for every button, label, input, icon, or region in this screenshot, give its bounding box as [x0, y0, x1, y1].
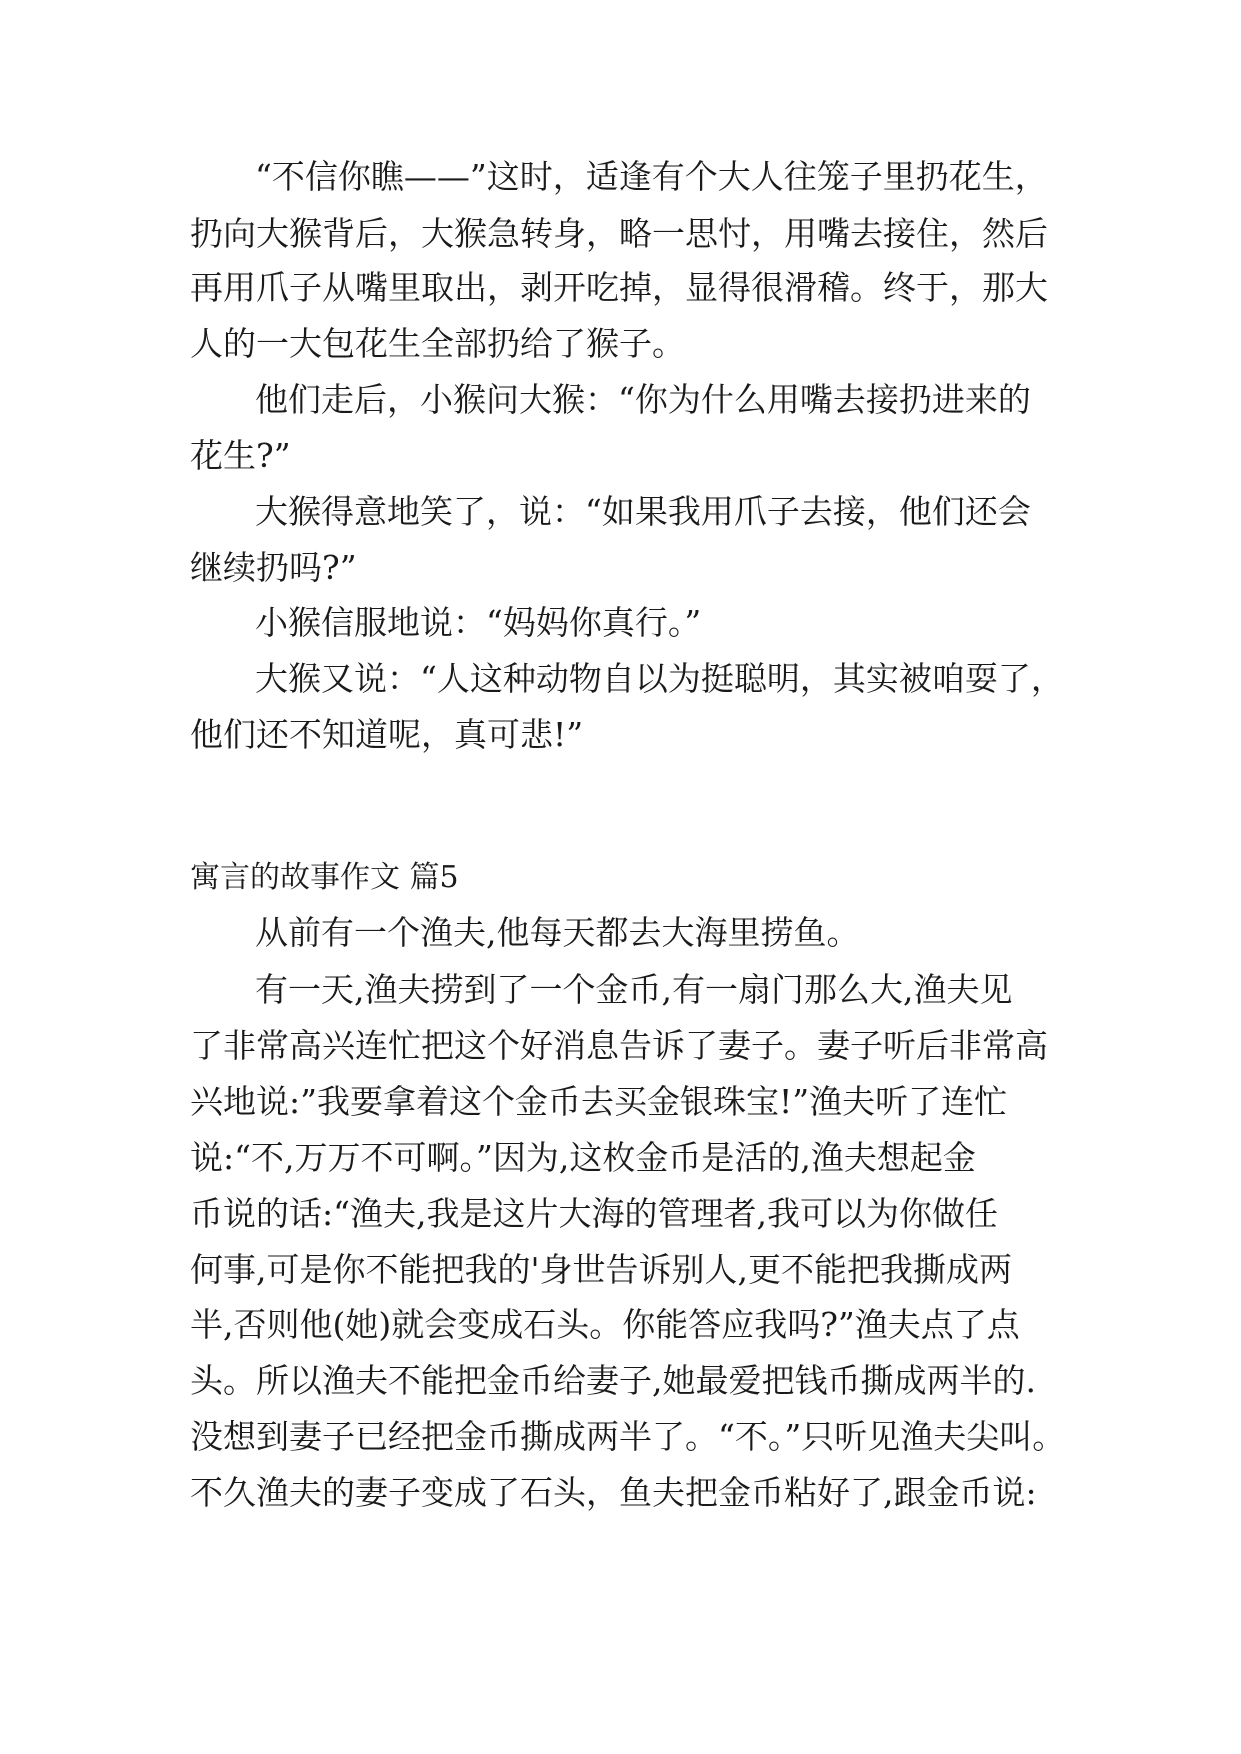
- paragraph-line: “不信你瞧——”这时，适逢有个大人往笼子里扔花生，: [255, 157, 1048, 196]
- paragraph-line: 没想到妻子已经把金币撕成两半了。“不。”只听见渔夫尖叫。: [190, 1417, 1066, 1456]
- paragraph-line: 继续扔吗?”: [190, 548, 357, 587]
- paragraph-line: 小猴信服地说：“妈妈你真行。”: [255, 603, 702, 642]
- paragraph-line: 兴地说:”我要拿着这个金币去买金银珠宝!”渔夫听了连忙: [190, 1082, 1008, 1121]
- paragraph-line: 了非常高兴连忙把这个好消息告诉了妻子。妻子听后非常高: [190, 1026, 1048, 1065]
- paragraph-line: 币说的话:“渔夫,我是这片大海的管理者,我可以为你做任: [190, 1194, 998, 1233]
- paragraph-line: 有一天,渔夫捞到了一个金币,有一扇门那么大,渔夫见: [255, 970, 1013, 1009]
- paragraph-line: 大猴得意地笑了，说：“如果我用爪子去接，他们还会: [255, 492, 1031, 531]
- paragraph-line: 人的一大包花生全部扔给了猴子。: [190, 324, 685, 363]
- paragraph-line: 说:“不,万万不可啊。”因为,这枚金币是活的,渔夫想起金: [190, 1138, 976, 1177]
- paragraph-line: 何事,可是你不能把我的'身世告诉别人,更不能把我撕成两: [190, 1250, 1013, 1289]
- paragraph-line: 大猴又说：“人这种动物自以为挺聪明，其实被咱耍了，: [255, 659, 1064, 698]
- paragraph-line: 再用爪子从嘴里取出，剥开吃掉，显得很滑稽。终于，那大: [190, 268, 1048, 307]
- paragraph-line: 不久渔夫的妻子变成了石头，鱼夫把金币粘好了,跟金币说:: [190, 1473, 1037, 1512]
- paragraph-line: 半,否则他(她)就会变成石头。你能答应我吗?”渔夫点了点: [190, 1305, 1020, 1344]
- paragraph-line: 花生?”: [190, 436, 291, 475]
- section-heading: 寓言的故事作文 篇5: [190, 860, 459, 895]
- paragraph-line: 扔向大猴背后，大猴急转身，略一思忖，用嘴去接住，然后: [190, 214, 1048, 253]
- paragraph-line: 他们还不知道呢，真可悲!”: [190, 715, 584, 754]
- paragraph-line: 头。所以渔夫不能把金币给妻子,她最爱把钱币撕成两半的.: [190, 1361, 1036, 1400]
- paragraph-line: 从前有一个渔夫,他每天都去大海里捞鱼。: [255, 913, 860, 952]
- paragraph-line: 他们走后，小猴问大猴：“你为什么用嘴去接扔进来的: [255, 380, 1031, 419]
